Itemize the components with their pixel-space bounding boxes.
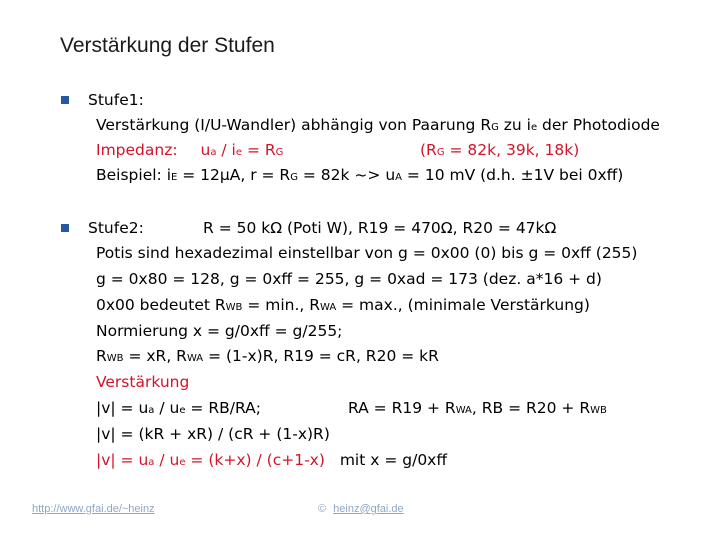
text-segment: Verstärkung (I/U-Wandler) abhängig von Paarung R	[96, 116, 492, 134]
stufe2-line-bedeutet	[96, 295, 590, 318]
subscript: A	[395, 172, 402, 183]
text-segment: RA = R19 + R	[348, 399, 456, 417]
stufe1-line-beispiel	[96, 165, 623, 188]
stufe2-line-ra-rb	[348, 398, 607, 421]
subscript: WB	[225, 302, 243, 313]
copyright-symbol: ©	[318, 503, 327, 515]
text-segment: = xR, R	[123, 347, 187, 365]
text-segment: = R	[242, 141, 276, 159]
text-segment: / u	[154, 399, 180, 417]
text-segment: = 10 mV (d.h. ±1V bei 0xff)	[402, 166, 624, 184]
text-segment: = (k+x) / (c+1-x)	[185, 451, 325, 469]
stufe1-line-verstaerkung	[96, 115, 660, 138]
subscript: a	[148, 457, 155, 468]
subscript: WA	[320, 302, 337, 313]
footer-contact[interactable]	[318, 503, 404, 515]
subscript: G	[491, 122, 499, 133]
bullet-square-icon	[61, 96, 69, 104]
impedanz-label: Impedanz:	[96, 141, 178, 159]
footer-email-link[interactable]: heinz@gfai.de	[333, 503, 404, 515]
stufe2-line-potis: Potis sind hexadezimal einstellbar von g = 0x00 (0) bis g = 0xff (255)	[96, 244, 638, 262]
subscript: G	[275, 147, 284, 158]
subscript: e	[179, 457, 186, 468]
bullet-square-icon	[61, 224, 69, 232]
text-segment: zu i	[498, 116, 531, 134]
stufe1-line-impedanz	[96, 140, 283, 163]
stufe2-line-v-final	[96, 450, 447, 473]
text-segment: R	[96, 347, 107, 365]
text-segment: / u	[154, 451, 180, 469]
text-segment: = 12µA, r = R	[177, 166, 291, 184]
stufe1-heading: Stufe1:	[88, 91, 144, 109]
subscript: WA	[186, 353, 204, 364]
text-segment: = 82k ~> u	[297, 166, 396, 184]
text-segment: = RB/RA;	[185, 399, 261, 417]
text-segment: |v| = u	[96, 399, 149, 417]
stufe2-line-rwb	[96, 346, 439, 369]
stufe2-heading: Stufe2:	[88, 219, 144, 237]
subscript: G	[290, 172, 298, 183]
subscript: a	[148, 405, 155, 416]
text-segment: = min., R	[242, 296, 321, 314]
subscript: e	[179, 405, 186, 416]
text-segment: = 82k, 39k, 18k)	[444, 141, 580, 159]
text-segment: / i	[216, 141, 236, 159]
text-segment: (R	[420, 141, 437, 159]
text-segment: der Photodiode	[537, 116, 660, 134]
subscript: WA	[455, 405, 472, 416]
stufe2-line-g-values: g = 0x80 = 128, g = 0xff = 255, g = 0xad = 173 (dez. a*16 + d)	[96, 270, 602, 288]
subscript: E	[171, 172, 178, 183]
subscript: e	[235, 147, 243, 158]
text-segment: u	[200, 141, 211, 159]
slide-title: Verstärkung der Stufen	[60, 34, 275, 57]
text-segment: , RB = R20 + R	[471, 399, 591, 417]
footer-homepage-link[interactable]: http://www.gfai.de/~heinz	[32, 503, 155, 515]
stufe2-line-v-formula: |v| = (kR + xR) / (cR + (1-x)R)	[96, 425, 330, 443]
subscript: e	[530, 122, 538, 133]
stufe2-verstaerkung-heading: Verstärkung	[96, 373, 190, 391]
stufe2-heading-formula: R = 50 kΩ (Poti W), R19 = 470Ω, R20 = 47kΩ	[203, 219, 557, 237]
text-segment: |v| = u	[96, 451, 149, 469]
subscript: G	[436, 147, 445, 158]
text-segment: 0x00 bedeutet R	[96, 296, 226, 314]
text-segment: mit x = g/0xff	[339, 451, 448, 469]
stufe1-impedanz-values	[420, 140, 579, 163]
subscript: WB	[590, 405, 607, 416]
subscript: WB	[106, 353, 124, 364]
text-segment: = max., (minimale Verstärkung)	[336, 296, 590, 314]
text-segment: = (1-x)R, R19 = cR, R20 = kR	[203, 347, 439, 365]
text-segment: Beispiel: i	[96, 166, 171, 184]
subscript: a	[210, 147, 217, 158]
stufe2-line-v-ratio	[96, 398, 261, 421]
stufe2-line-normierung: Normierung x = g/0xff = g/255;	[96, 322, 343, 340]
